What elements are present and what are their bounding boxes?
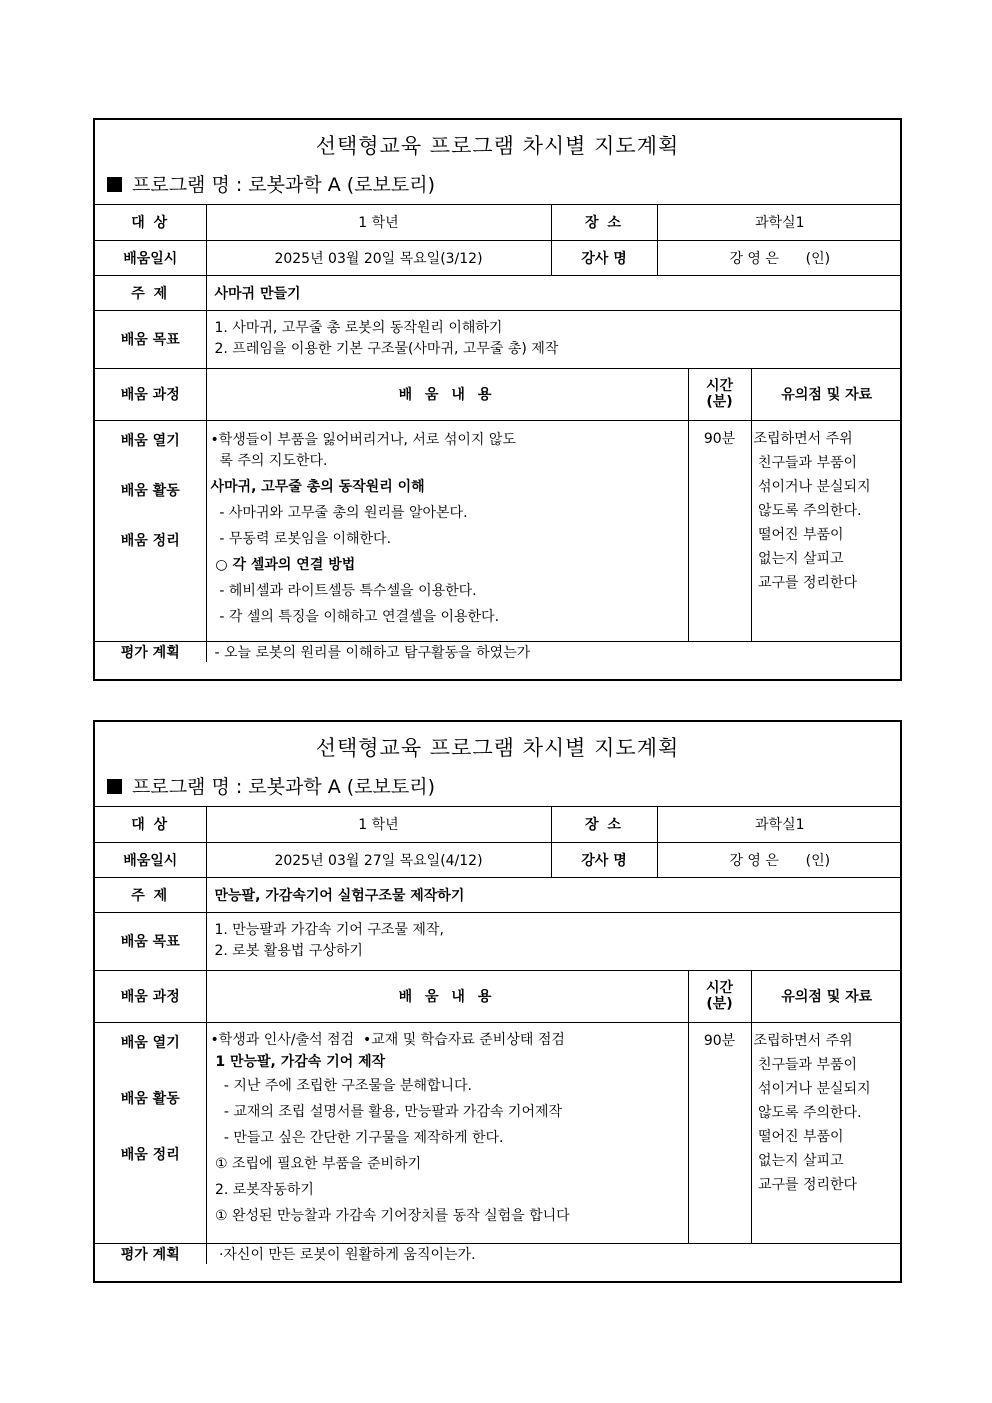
content-header: 배 움 내 용 xyxy=(206,368,688,420)
square-bullet-icon xyxy=(107,177,122,192)
plan-title: 선택형교육 프로그램 차시별 지도계획 xyxy=(315,736,680,760)
date-value: 2025년 03월 27일 목요일(4/12) xyxy=(206,842,551,877)
stage-close: 배움 정리 xyxy=(120,532,180,549)
note-line: 않도록 주의한다. xyxy=(753,1104,862,1121)
note-line: 조립하면서 주위 xyxy=(753,1032,853,1049)
goal-line-2: 2. 로봇 활용법 구상하기 xyxy=(214,943,363,959)
content-line: 사마귀, 고무줄 총의 동작원리 이해 xyxy=(210,478,425,495)
notes-header: 유의점 및 자료 xyxy=(751,970,902,1022)
target-value: 1 학년 xyxy=(206,807,551,842)
notes-body xyxy=(751,420,902,641)
content-body xyxy=(206,420,688,641)
program-name-line xyxy=(107,772,435,799)
content-line: •학생과 인사/출석 점검 •교재 및 학습자료 준비상태 점검 xyxy=(210,1031,565,1048)
stage-open: 배움 열기 xyxy=(120,432,180,449)
time-value xyxy=(688,1022,751,1243)
eval-label: 평가 계획 xyxy=(95,641,206,662)
place-value: 과학실1 xyxy=(657,205,902,240)
notes-body xyxy=(751,1022,902,1243)
time-header: 시간 (분) xyxy=(688,970,751,1022)
note-line: 떨어진 부품이 xyxy=(753,1128,844,1145)
process-stages xyxy=(95,420,206,641)
program-name: 프로그램 명 : 로봇과학 A (로보토리) xyxy=(132,174,436,196)
stage-activity: 배움 활동 xyxy=(120,482,180,499)
plan-header xyxy=(95,722,900,807)
eval-value: ·자신이 만든 로봇이 원활하게 움직이는가. xyxy=(206,1243,902,1264)
target-label: 대 상 xyxy=(95,205,206,240)
content-body xyxy=(206,1022,688,1243)
date-label: 배움일시 xyxy=(95,240,206,275)
goal-value xyxy=(206,912,902,970)
topic-value: 사마귀 만들기 xyxy=(206,275,902,310)
process-label: 배움 과정 xyxy=(95,970,206,1022)
note-line: 친구들과 부품이 xyxy=(753,454,858,471)
goal-line-1: 1. 만능팔과 가감속 기어 구조물 제작, xyxy=(214,922,444,938)
target-label: 대 상 xyxy=(95,807,206,842)
note-line: 없는지 살피고 xyxy=(753,1152,844,1169)
eval-value: - 오늘 로봇의 원리를 이해하고 탐구활동을 하였는가 xyxy=(206,641,902,662)
topic-value: 만능팔, 가감속기어 실험구조물 제작하기 xyxy=(206,877,902,912)
content-line: - 만들고 싶은 간단한 기구물을 제작하게 한다. xyxy=(210,1129,504,1146)
note-line: 교구를 정리한다 xyxy=(753,1176,858,1193)
content-line: ① 조립에 필요한 부품을 준비하기 xyxy=(210,1155,422,1172)
content-line: - 각 셀의 특징을 이해하고 연결셀을 이용한다. xyxy=(210,608,500,625)
time-text: 90분 xyxy=(703,430,736,447)
stage-activity: 배움 활동 xyxy=(120,1090,180,1107)
content-line: - 헤비셀과 라이트셀등 특수셀을 이용한다. xyxy=(210,582,477,599)
plan-table xyxy=(95,205,902,662)
note-line: 없는지 살피고 xyxy=(753,550,844,567)
teacher-label: 강사 명 xyxy=(551,842,657,877)
notes-header: 유의점 및 자료 xyxy=(751,368,902,420)
target-value: 1 학년 xyxy=(206,205,551,240)
content-line: 록 주의 지도한다. xyxy=(210,452,328,469)
topic-label: 주 제 xyxy=(95,275,206,310)
place-label: 장 소 xyxy=(551,205,657,240)
place-label: 장 소 xyxy=(551,807,657,842)
stage-open: 배움 열기 xyxy=(120,1034,180,1051)
content-line: 1 만능팔, 가감속 기어 제작 xyxy=(210,1053,386,1070)
note-line: 않도록 주의한다. xyxy=(753,502,862,519)
content-line: 2. 로봇작동하기 xyxy=(210,1181,314,1198)
goal-label: 배움 목표 xyxy=(95,310,206,368)
process-stages xyxy=(95,1022,206,1243)
note-line: 섞이거나 분실되지 xyxy=(753,1080,871,1097)
stage-close: 배움 정리 xyxy=(120,1146,180,1163)
content-line: - 무동력 로봇임을 이해한다. xyxy=(210,530,392,547)
note-line: 교구를 정리한다 xyxy=(753,574,858,591)
goal-line-2: 2. 프레임을 이용한 기본 구조물(사마귀, 고무줄 총) 제작 xyxy=(214,341,559,357)
lesson-plan-2 xyxy=(93,720,902,1283)
content-line: •학생들이 부품을 잃어버리거나, 서로 섞이지 않도 xyxy=(210,431,516,448)
content-line: - 사마귀와 고무줄 총의 원리를 알아본다. xyxy=(210,504,468,521)
topic-label: 주 제 xyxy=(95,877,206,912)
note-line: 떨어진 부품이 xyxy=(753,526,844,543)
goal-line-1: 1. 사마귀, 고무줄 총 로봇의 동작원리 이해하기 xyxy=(214,320,503,336)
note-line: 조립하면서 주위 xyxy=(753,430,853,447)
goal-label: 배움 목표 xyxy=(95,912,206,970)
process-label: 배움 과정 xyxy=(95,368,206,420)
note-line: 친구들과 부품이 xyxy=(753,1056,858,1073)
date-label: 배움일시 xyxy=(95,842,206,877)
content-line: - 교재의 조립 설명서를 활용, 만능팔과 가감속 기어제작 xyxy=(210,1103,563,1120)
program-name-line xyxy=(107,170,435,197)
time-header: 시간 (분) xyxy=(688,368,751,420)
date-value: 2025년 03월 20일 목요일(3/12) xyxy=(206,240,551,275)
content-line: - 지난 주에 조립한 구조물을 분해합니다. xyxy=(210,1077,472,1094)
time-text: 90분 xyxy=(703,1032,736,1049)
program-name: 프로그램 명 : 로봇과학 A (로보토리) xyxy=(132,776,436,798)
plan-header xyxy=(95,120,900,205)
teacher-value: 강 영 은 (인) xyxy=(657,842,902,877)
teacher-value: 강 영 은 (인) xyxy=(657,240,902,275)
teacher-label: 강사 명 xyxy=(551,240,657,275)
square-bullet-icon xyxy=(107,779,122,794)
place-value: 과학실1 xyxy=(657,807,902,842)
plan-table xyxy=(95,807,902,1264)
content-header: 배 움 내 용 xyxy=(206,970,688,1022)
plan-title: 선택형교육 프로그램 차시별 지도계획 xyxy=(315,134,680,158)
note-line: 섞이거나 분실되지 xyxy=(753,478,871,495)
eval-label: 평가 계획 xyxy=(95,1243,206,1264)
content-line: ① 완성된 만능찰과 가감속 기어장치를 동작 실험을 합니다 xyxy=(210,1207,570,1224)
time-value xyxy=(688,420,751,641)
lesson-plan-1 xyxy=(93,118,902,681)
goal-value xyxy=(206,310,902,368)
content-line: ○ 각 셀과의 연결 방법 xyxy=(210,556,356,573)
